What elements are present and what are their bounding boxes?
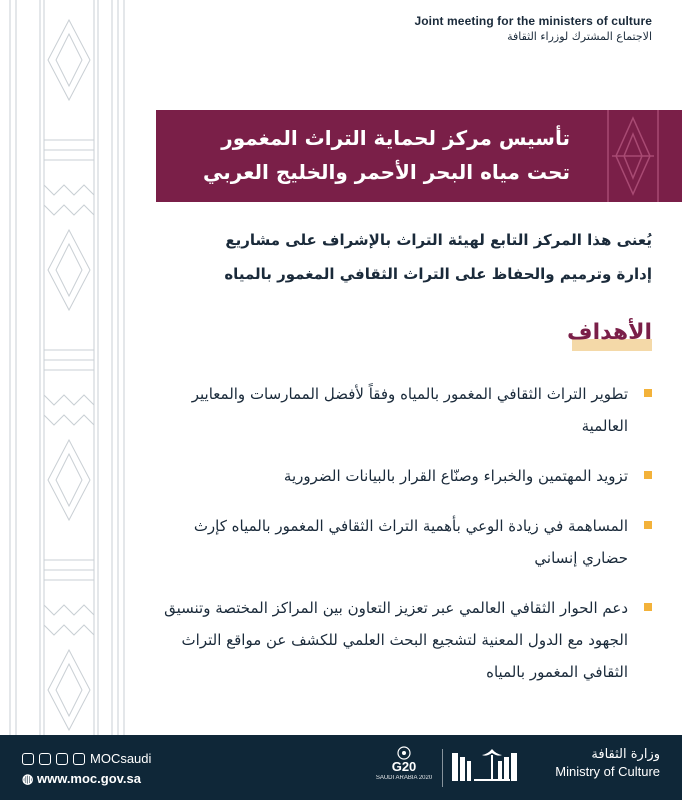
ministry-name <box>555 747 660 779</box>
snapchat-icon[interactable] <box>22 753 34 765</box>
bullet-icon <box>644 521 652 529</box>
ministry-logo-icon <box>452 747 518 787</box>
g20-logo <box>375 745 433 791</box>
g20-emblem-icon <box>375 745 433 761</box>
goals-list <box>152 378 652 706</box>
g20-subtitle: SAUDI ARABIA 2020 <box>375 775 433 781</box>
website-text[interactable]: www.moc.gov.sa <box>36 771 141 786</box>
intro-line-2: إدارة وترميم والحفاظ على التراث الثقافي المغمور بالمياه <box>224 265 652 283</box>
bullet-icon <box>644 603 652 611</box>
goal-text: تزويد المهتمين والخبراء وصنّاع القرار بالبيانات الضرورية <box>283 467 628 485</box>
website-link[interactable] <box>22 771 141 787</box>
page-title-line-2: تحت مياه البحر الأحمر والخليج العربي <box>203 160 570 184</box>
goal-text: دعم الحوار الثقافي العالمي عبر تعزيز التعاون بين المراكز المختصة وتنسيق الجهود مع الدول المعنية لتشجيع البحث العلمي للكشف عن مواقع التراث الثقافي المغمور بالمياه <box>164 599 628 681</box>
twitter-icon[interactable] <box>73 753 85 765</box>
g20-title: G20 <box>391 759 417 774</box>
youtube-icon[interactable] <box>56 753 68 765</box>
bullet-icon <box>644 471 652 479</box>
footer-divider <box>442 749 443 787</box>
header <box>414 14 652 43</box>
intro-paragraph <box>132 223 652 291</box>
list-item <box>152 460 652 492</box>
intro-line-1: يُعنى هذا المركز التابع لهيئة التراث بالإشراف على مشاريع <box>225 231 652 249</box>
title-banner <box>156 110 682 202</box>
list-item <box>152 510 652 574</box>
goals-heading: الأهداف <box>567 320 652 345</box>
ministry-name-ar: وزارة الثقافة <box>591 747 660 762</box>
header-title-en: Joint meeting for the ministers of culture <box>414 14 652 28</box>
globe-icon: ◍ <box>22 771 37 786</box>
header-title-ar: الاجتماع المشترك لوزراء الثقافة <box>507 30 652 43</box>
social-handle[interactable]: MOCsaudi <box>90 751 152 766</box>
ministry-name-en: Ministry of Culture <box>555 764 660 779</box>
social-links[interactable] <box>22 751 151 766</box>
list-item <box>152 592 652 688</box>
banner-pattern-icon <box>598 110 668 202</box>
list-item <box>152 378 652 442</box>
page-title-line-1: تأسيس مركز لحماية التراث المغمور <box>221 126 570 150</box>
goal-text: تطوير التراث الثقافي المغمور بالمياه وفقاً لأفضل الممارسات والمعايير العالمية <box>191 385 628 435</box>
instagram-icon[interactable] <box>39 753 51 765</box>
footer <box>0 735 682 800</box>
goal-text: المساهمة في زيادة الوعي بأهمية التراث الثقافي المغمور بالمياه كإرث حضاري إنساني <box>193 517 628 567</box>
bullet-icon <box>644 389 652 397</box>
decorative-pattern-strip <box>0 0 138 735</box>
